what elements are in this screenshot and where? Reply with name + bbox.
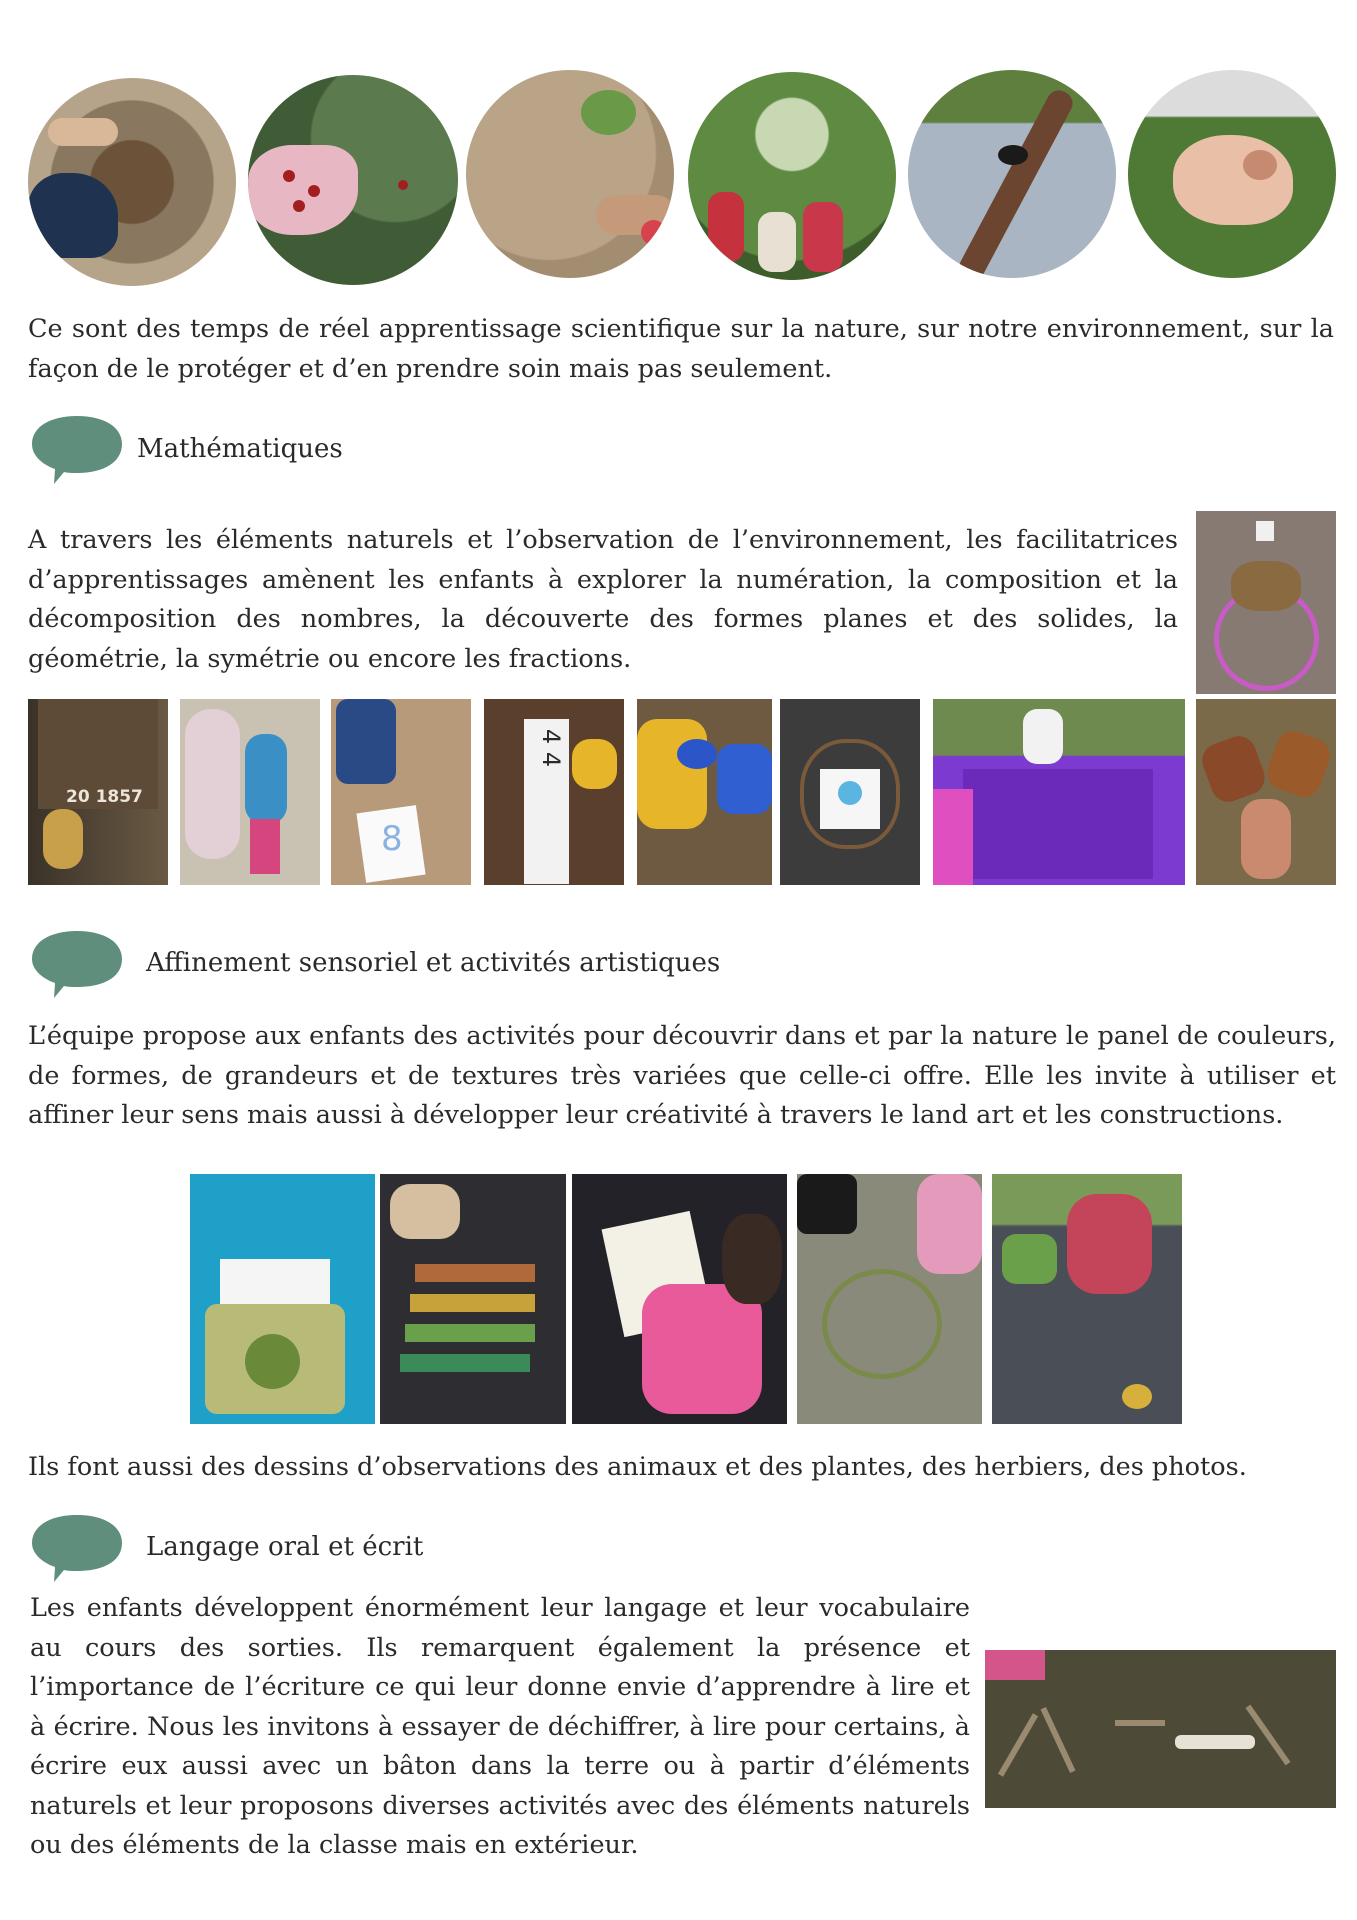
- speech-bubble-icon: [30, 1512, 124, 1584]
- math-paragraph: A travers les éléments naturels et l’observation de l’environnement, les facilitatrices d’apprentissages amènent les enfants à explorer la numération, la composition et la décomposition des nombres, la découverte des formes planes et des solides, la géométrie, la symétrie ou encore les fractions.: [28, 525, 1178, 674]
- photo-egg-carton-colors: [190, 1174, 375, 1424]
- photo-counting-strip: [484, 699, 624, 885]
- photo-leaf-mandala-hoop: [1196, 511, 1336, 694]
- sensory-after-paragraph: Ils font aussi des dessins d’observations des animaux et des plantes, des herbiers, des photos.: [28, 1452, 1247, 1482]
- section-heading-math: Mathématiques: [137, 434, 343, 464]
- photo-stick-circle-card: [780, 699, 920, 885]
- photo-magnifier-child: [637, 699, 772, 885]
- photo-stick-letters-ground: [985, 1650, 1336, 1808]
- photo-circle-leaf-ladybugs: [248, 75, 458, 285]
- photo-color-sorting-tarp: [380, 1174, 566, 1424]
- photo-purple-blanket: [933, 699, 1185, 885]
- sign-number-text: 20 1857: [66, 787, 143, 807]
- photo-child-drawing-tarp: [572, 1174, 787, 1424]
- photo-autumn-leaves-hands: [1196, 699, 1336, 885]
- sensory-paragraph: L’équipe propose aux enfants des activités pour découvrir dans et par la nature le panel de couleurs, de formes, de grandeurs et de textures très variées que celle-ci offre. Elle les invite à utiliser et affiner leur sens mais aussi à développer leur créativité à travers le land art et les constructions.: [28, 1021, 1336, 1130]
- photo-number-cards: [331, 699, 471, 885]
- section-heading-sensory: Affinement sensoriel et activités artistiques: [146, 948, 721, 978]
- language-paragraph: Les enfants développent énormément leur langage et leur vocabulaire au cours des sorties. Ils remarquent également la présence et l’importance de l’écriture ce qui leur donne envie d’apprendre à lire et à écrire. Nous les invitons à essayer de déchiffrer, à lire pour certains, à écrire eux aussi avec un bâton dans la terre ou à partir d’éléments naturels et leur proposons diverses activités avec des éléments naturels ou des éléments de la classe mais en extérieur.: [30, 1593, 970, 1860]
- photo-circle-forest-children: [688, 72, 896, 280]
- section-heading-language: Langage oral et écrit: [146, 1532, 424, 1562]
- photo-circle-hand-snail: [1128, 70, 1336, 278]
- photo-land-art-circle: [797, 1174, 982, 1424]
- speech-bubble-icon: [30, 413, 124, 487]
- photo-number-sign-post: [28, 699, 168, 885]
- number-card-text: 8: [381, 819, 403, 859]
- photo-circle-beetle-stick: [908, 70, 1116, 278]
- speech-bubble-icon: [30, 928, 124, 1000]
- photo-children-coats: [180, 699, 320, 885]
- counting-strip-text: 4 4: [537, 728, 566, 768]
- photo-leaf-art-tarp: [992, 1174, 1182, 1424]
- intro-paragraph: Ce sont des temps de réel apprentissage scientifique sur la nature, sur notre environnement, sur la façon de le protéger et d’en prendre soin mais pas seulement.: [28, 314, 1334, 384]
- photo-circle-footprint-sand: [466, 70, 674, 278]
- photo-circle-bark: [28, 78, 236, 286]
